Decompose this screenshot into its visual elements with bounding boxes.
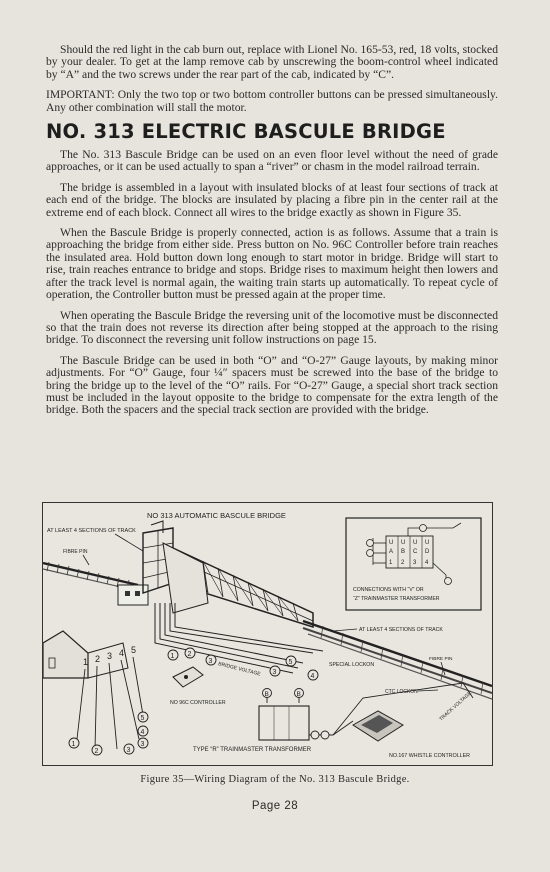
- five-button-controller: [77, 645, 143, 749]
- label-sections-left: AT LEAST 4 SECTIONS OF TRACK: [47, 528, 136, 534]
- diagram-title: NO 313 AUTOMATIC BASCULE BRIDGE: [147, 511, 286, 520]
- label-track-voltage: TRACK VOLTAGE: [438, 690, 473, 723]
- svg-text:B: B: [264, 691, 269, 698]
- svg-text:3: 3: [272, 669, 277, 676]
- label-controller: NO 96C CONTROLLER: [170, 700, 226, 706]
- inset-terminal-a: A: [389, 549, 394, 555]
- body-paragraph-5: The Bascule Bridge can be used in both “O” and “O-27” Gauge layouts, by making minor adjustments. For “O” Gauge, four ¼″ spacers must be screwed into the base of the bridge to bring the bridge up to the level of the “O” rails. For “O-27” Gauge, a special short track section must be included in the layout opposite to the bridge to compensate for the extra length of the bridge. Both the spacers and the special track section are provided with the bridge.: [46, 353, 498, 417]
- body-paragraph-4: When operating the Bascule Bridge the reversing unit of the locomotive must be disconnected so that the train does not reverse its direction after being stopped at the approach to the rising bridge. To disconnect the reversing unit follow instructions on page 15.: [46, 308, 498, 347]
- inset-terminal-c: C: [413, 549, 418, 555]
- whistle-controller-drawing: [353, 711, 403, 741]
- inset-number-2: 2: [401, 560, 405, 566]
- section-title: NO. 313 ELECTRIC BASCULE BRIDGE: [46, 120, 446, 144]
- inset-number-1: 1: [389, 560, 393, 566]
- body-paragraph-3: When the Bascule Bridge is properly connected, action is as follows. Assume that a train is approaching the bridge from either side. Press button on No. 96C Controller before train reaches the insulated area. Hold button down long enough to start motor in bridge. Bridge will start to rise, train reaches entrance to bridge and stops. Bridge rises to maximum height then lowers and after the track level is normal again, the waiting train starts up automatically. To repeat cycle of operation, the Controller button must be pressed again at the proper time.: [46, 226, 498, 302]
- intro-paragraph-lamp: Should the red light in the cab burn out, replace with Lionel No. 165-53, red, 18 volts, stocked by your dealer. To get at the lamp remove cab by unscrewing the boom-control wheel indicated by “A” and the two screws under the rear part of the cab, indicated by “C”.: [46, 43, 498, 81]
- label-fibre-pin-left: FIBRE PIN: [63, 549, 88, 555]
- label-special-lockon: SPECIAL LOCKON: [329, 662, 375, 668]
- inset-caption-line-1: CONNECTIONS WITH “V” OR: [353, 587, 424, 593]
- label-sections-right: AT LEAST 4 SECTIONS OF TRACK: [359, 627, 443, 633]
- inset-terminal-d: D: [425, 549, 430, 555]
- bridge-wires: [155, 603, 323, 673]
- controller-number-5: 5: [131, 645, 137, 655]
- figure-caption: Figure 35—Wiring Diagram of the No. 313 Bascule Bridge.: [140, 774, 410, 785]
- house-drawing: [43, 631, 128, 678]
- svg-text:2: 2: [94, 748, 99, 755]
- svg-text:5: 5: [140, 715, 145, 722]
- svg-text:B: B: [296, 691, 301, 698]
- wiring-diagram-svg: [43, 503, 492, 765]
- inset-terminal-u4: U: [425, 540, 430, 546]
- label-bridge-voltage: BRIDGE VOLTAGE: [217, 661, 262, 678]
- inset-terminal-u3: U: [413, 540, 418, 546]
- inset-number-3: 3: [413, 560, 417, 566]
- label-transformer: TYPE “R” TRAINMASTER TRANSFORMER: [193, 747, 312, 753]
- intro-block: [46, 44, 498, 425]
- svg-text:1: 1: [170, 653, 175, 660]
- svg-text:4: 4: [310, 673, 315, 680]
- page-number: Page 28: [251, 800, 299, 812]
- bascule-bridge-drawing: [118, 521, 313, 627]
- controller-number-3: 3: [107, 651, 113, 661]
- svg-text:1: 1: [71, 741, 76, 748]
- inset-caption-line-2: “Z” TRAINMASTER TRANSFORMER: [353, 596, 440, 602]
- svg-text:3: 3: [126, 747, 131, 754]
- inset-terminal-b: B: [401, 549, 406, 555]
- inset-connections: [346, 518, 481, 610]
- body-paragraph-1: The No. 313 Bascule Bridge can be used on an even floor level without the need of grade approaches, or it can be used actually to span a “river” or chasm in the model railroad terrain.: [46, 148, 498, 174]
- transformer-drawing: [259, 689, 353, 741]
- svg-text:4: 4: [140, 729, 145, 736]
- wire-number-circles-left: [69, 712, 148, 755]
- svg-text:2: 2: [187, 651, 192, 658]
- svg-text:5: 5: [288, 659, 293, 666]
- svg-text:3: 3: [208, 658, 213, 665]
- label-ctc-lockon: CTC LOCKON: [385, 689, 418, 695]
- controller-number-1: 1: [83, 657, 89, 667]
- inset-terminal-u1: U: [389, 540, 394, 546]
- controller-number-4: 4: [119, 648, 125, 658]
- body-paragraph-2: The bridge is assembled in a layout with insulated blocks of at least four sections of track at each end of the bridge. The blocks are insulated by placing a fibre pin in the center rail at the extreme end of each block. Connect all wires to the bridge exactly as shown in Figure 35.: [46, 180, 498, 219]
- controller-96c-drawing: [173, 667, 203, 687]
- svg-text:3: 3: [140, 741, 145, 748]
- wiring-diagram: [42, 502, 493, 766]
- label-whistle-controller: NO.167 WHISTLE CONTROLLER: [389, 753, 470, 759]
- inset-terminal-u2: U: [401, 540, 406, 546]
- controller-number-2: 2: [95, 654, 101, 664]
- label-fibre-pin-right: FIBRE PIN: [429, 657, 453, 662]
- inset-number-4: 4: [425, 560, 429, 566]
- intro-paragraph-important: IMPORTANT: Only the two top or two bottom controller buttons can be pressed simultaneously. Any other combination will stall the motor.: [46, 88, 498, 114]
